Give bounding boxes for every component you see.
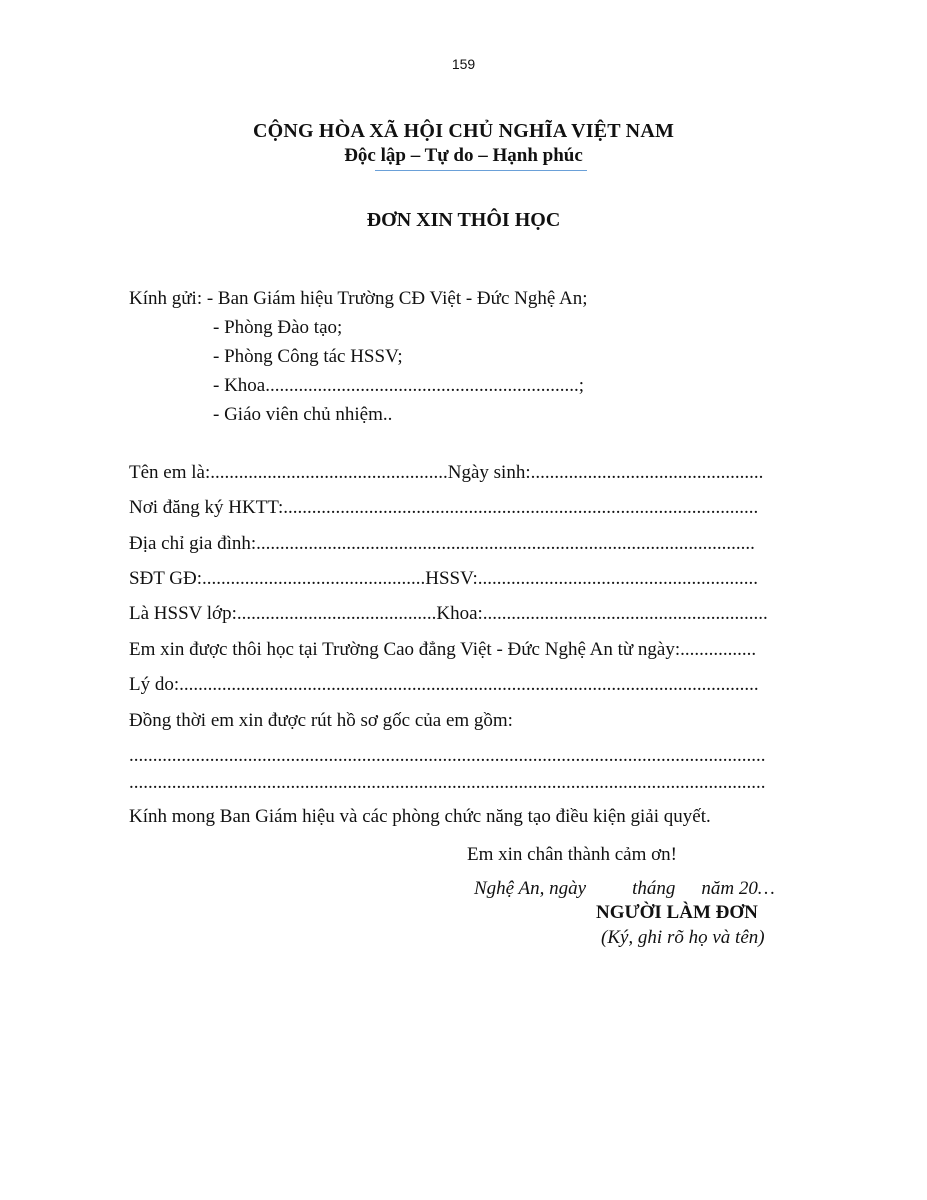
page-number: 159 xyxy=(451,56,476,72)
dotted-line: ...................................................................................................................................... xyxy=(129,745,766,766)
recipient-lead: Kính gửi: - Ban Giám hiệu Trường CĐ Việt - Đức Nghệ An; xyxy=(129,288,588,309)
field-class-faculty: Là HSSV lớp:..........................................Khoa:............................................................ xyxy=(129,603,768,624)
signer-title: NGƯỜI LÀM ĐƠN xyxy=(596,902,758,923)
motto-underline xyxy=(375,170,587,171)
field-family-address: Địa chỉ gia đình:......................................................................................................... xyxy=(129,533,755,554)
request-sentence: Kính mong Ban Giám hiệu và các phòng chức năng tạo điều kiện giải quyết. xyxy=(129,806,711,827)
field-reason: Lý do:.......................................................................................................................... xyxy=(129,674,759,695)
recipient-item: - Giáo viên chủ nhiệm.. xyxy=(213,404,393,425)
recipient-item: - Phòng Đào tạo; xyxy=(213,317,343,338)
recipient-item: - Phòng Công tác HSSV; xyxy=(213,346,403,367)
field-phone-hssv: SĐT GĐ:...............................................HSSV:........................................................... xyxy=(129,568,758,589)
dotted-line: ...................................................................................................................................... xyxy=(129,772,766,793)
field-hktt: Nơi đăng ký HKTT:.................................................................................................... xyxy=(129,497,759,518)
field-withdraw-date: Em xin được thôi học tại Trường Cao đẳng Việt - Đức Nghệ An từ ngày:................ xyxy=(129,639,757,660)
nation-header: CỘNG HÒA XÃ HỘI CHỦ NGHĨA VIỆT NAM xyxy=(252,120,675,142)
signature-note: (Ký, ghi rõ họ và tên) xyxy=(601,927,765,948)
month-label: tháng xyxy=(632,878,676,899)
year-label: năm 20… xyxy=(701,878,775,899)
document-title: ĐƠN XIN THÔI HỌC xyxy=(366,209,561,231)
recipient-item: - Khoa..................................................................; xyxy=(213,375,585,396)
thanks-line: Em xin chân thành cảm ơn! xyxy=(467,844,678,865)
field-name-birthdate: Tên em là:..................................................Ngày sinh:................................................. xyxy=(129,462,764,483)
place-day: Nghệ An, ngày xyxy=(474,878,587,899)
place-date xyxy=(474,877,775,901)
motto: Độc lập – Tự do – Hạnh phúc xyxy=(344,145,583,166)
field-documents: Đồng thời em xin được rút hồ sơ gốc của em gồm: xyxy=(129,710,513,731)
